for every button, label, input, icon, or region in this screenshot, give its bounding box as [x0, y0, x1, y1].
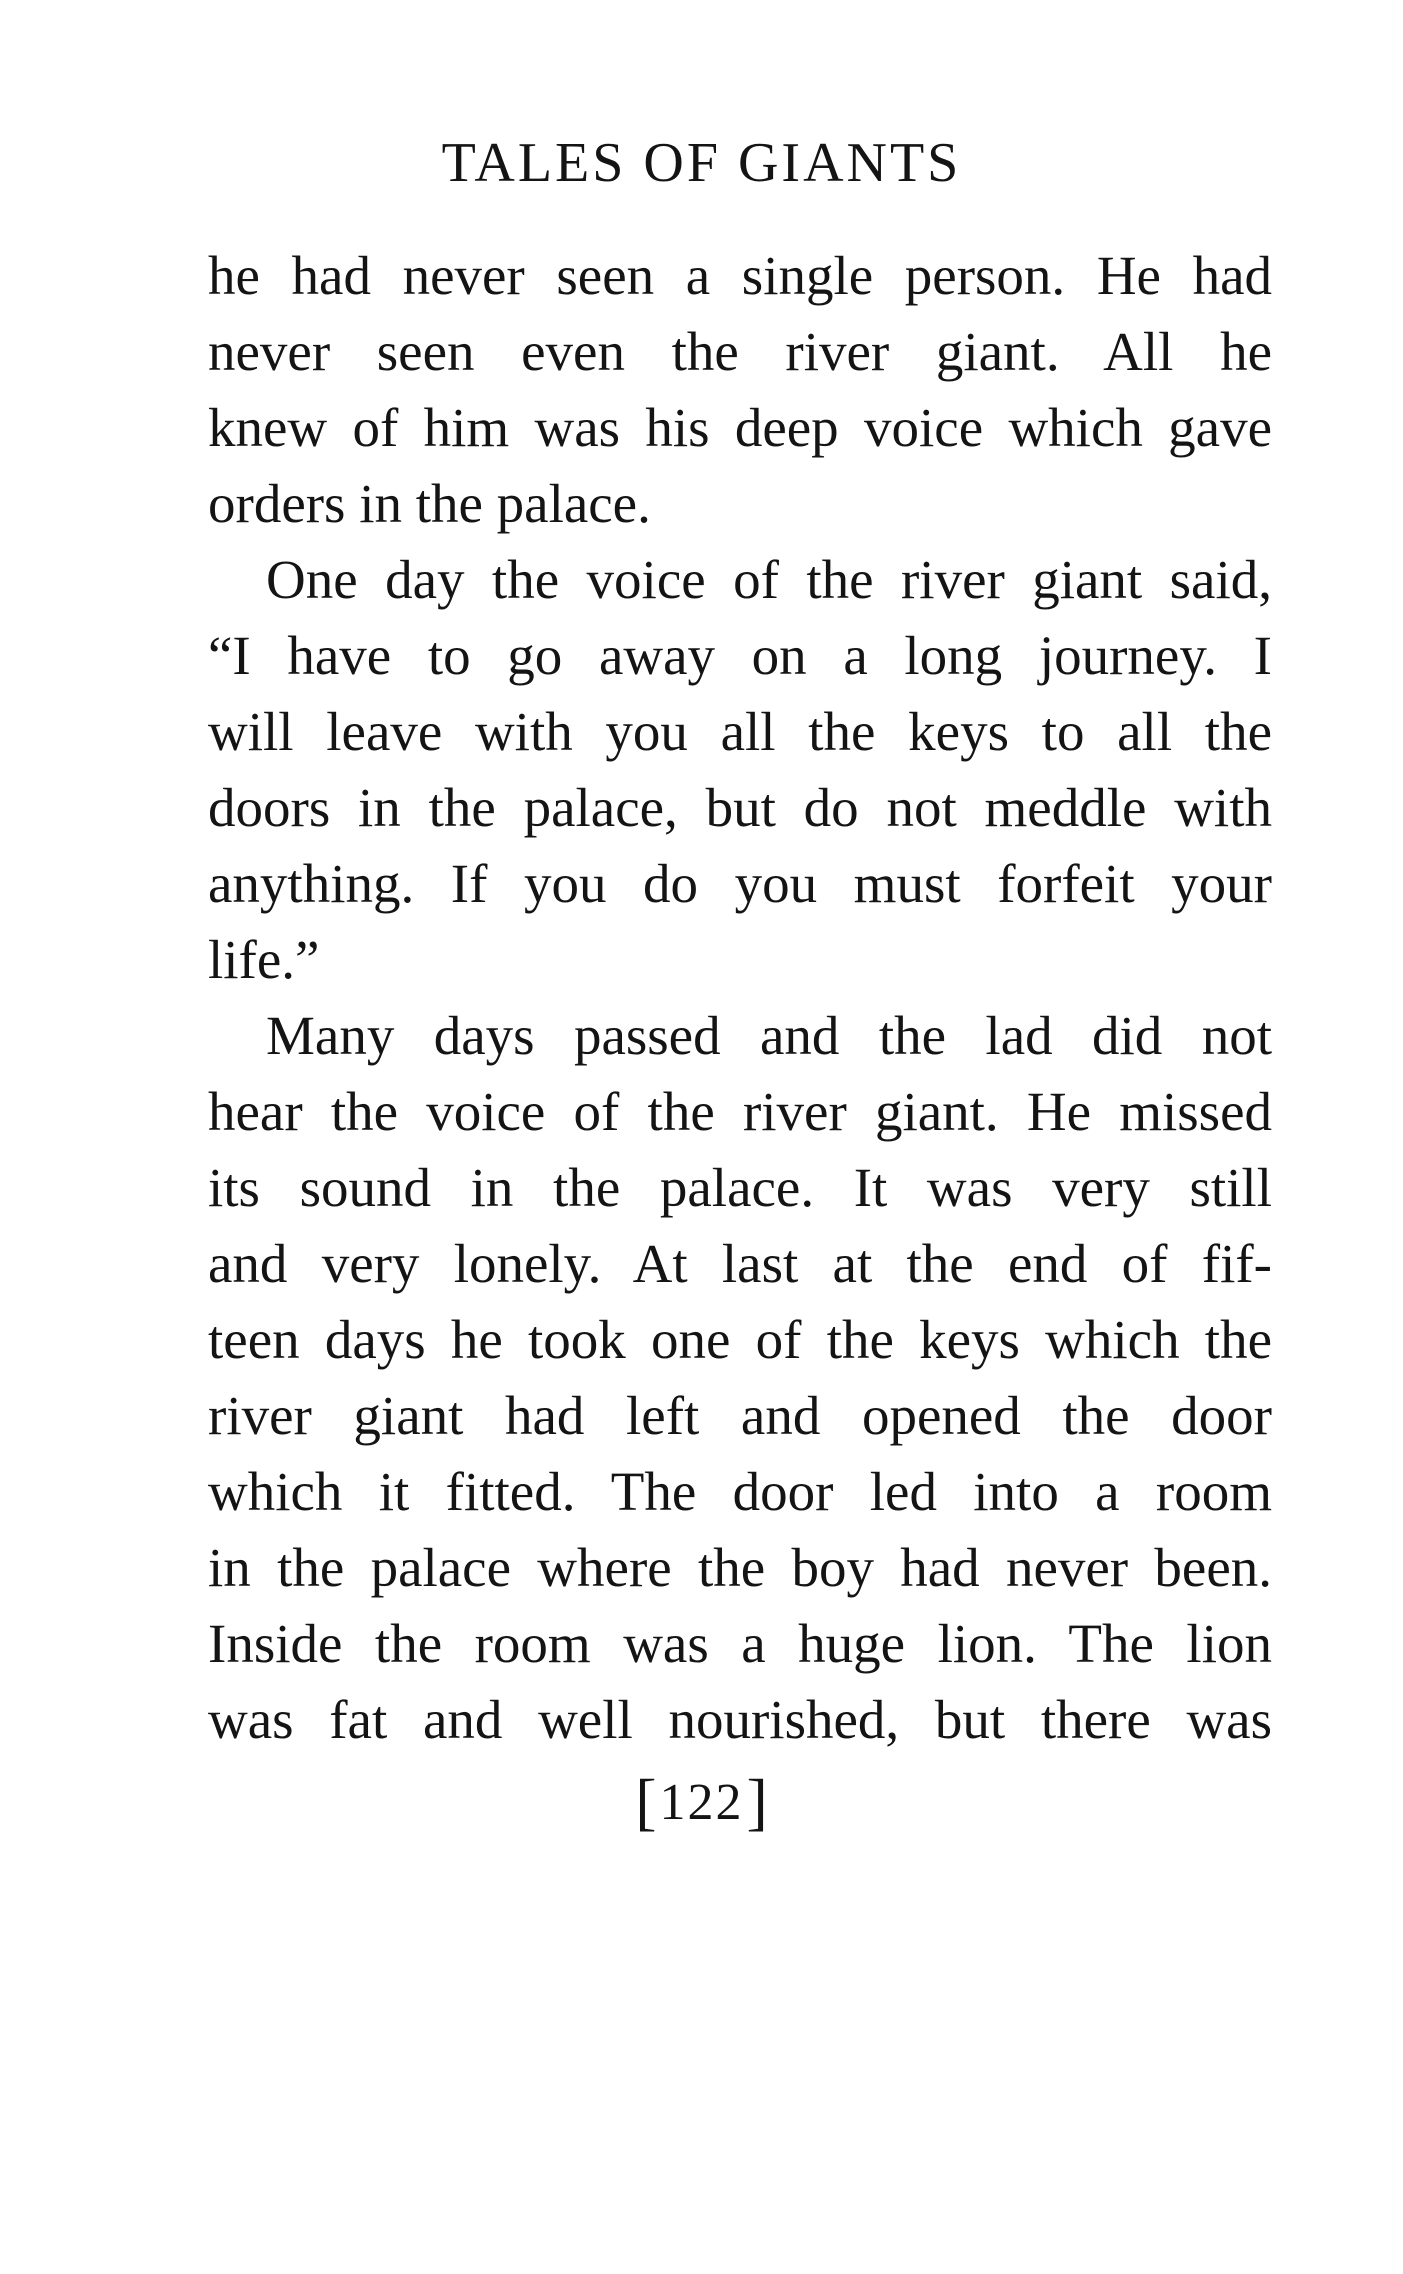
text-line: and very lonely. At last at the end of fif-: [208, 1233, 1272, 1294]
text-line: One day the voice of the river giant said,: [266, 549, 1272, 610]
text-line: river giant had left and opened the door: [208, 1385, 1272, 1446]
text-line: teen days he took one of the keys which the: [208, 1309, 1272, 1370]
page-number-open-bracket: [: [635, 1766, 657, 1837]
text-line: life.”: [208, 929, 320, 990]
text-line: “I have to go away on a long journey. I: [208, 625, 1272, 686]
text-line: in the palace where the boy had never been.: [208, 1537, 1272, 1598]
text-line: Many days passed and the lad did not: [266, 1005, 1272, 1066]
text-line: anything. If you do you must forfeit your: [208, 853, 1272, 914]
text-line: hear the voice of the river giant. He missed: [208, 1081, 1272, 1142]
text-line: Inside the room was a huge lion. The lion: [208, 1613, 1272, 1674]
page-number-close-bracket: ]: [746, 1766, 768, 1837]
text-line: knew of him was his deep voice which gave: [208, 397, 1272, 458]
text-line: he had never seen a single person. He had: [208, 245, 1272, 306]
text-line: will leave with you all the keys to all the: [208, 701, 1272, 762]
text-line: which it fitted. The door led into a room: [208, 1461, 1272, 1522]
body-text: [208, 238, 1272, 1758]
text-line: its sound in the palace. It was very still: [208, 1157, 1272, 1218]
page-number-value: 122: [659, 1774, 744, 1831]
running-head: TALES OF GIANTS: [441, 132, 962, 194]
text-line: never seen even the river giant. All he: [208, 321, 1272, 382]
text-line: was fat and well nourished, but there was: [208, 1689, 1272, 1750]
text-line: orders in the palace.: [208, 473, 651, 534]
text-line: doors in the palace, but do not meddle with: [208, 777, 1272, 838]
page-number: [0, 1766, 1403, 1837]
